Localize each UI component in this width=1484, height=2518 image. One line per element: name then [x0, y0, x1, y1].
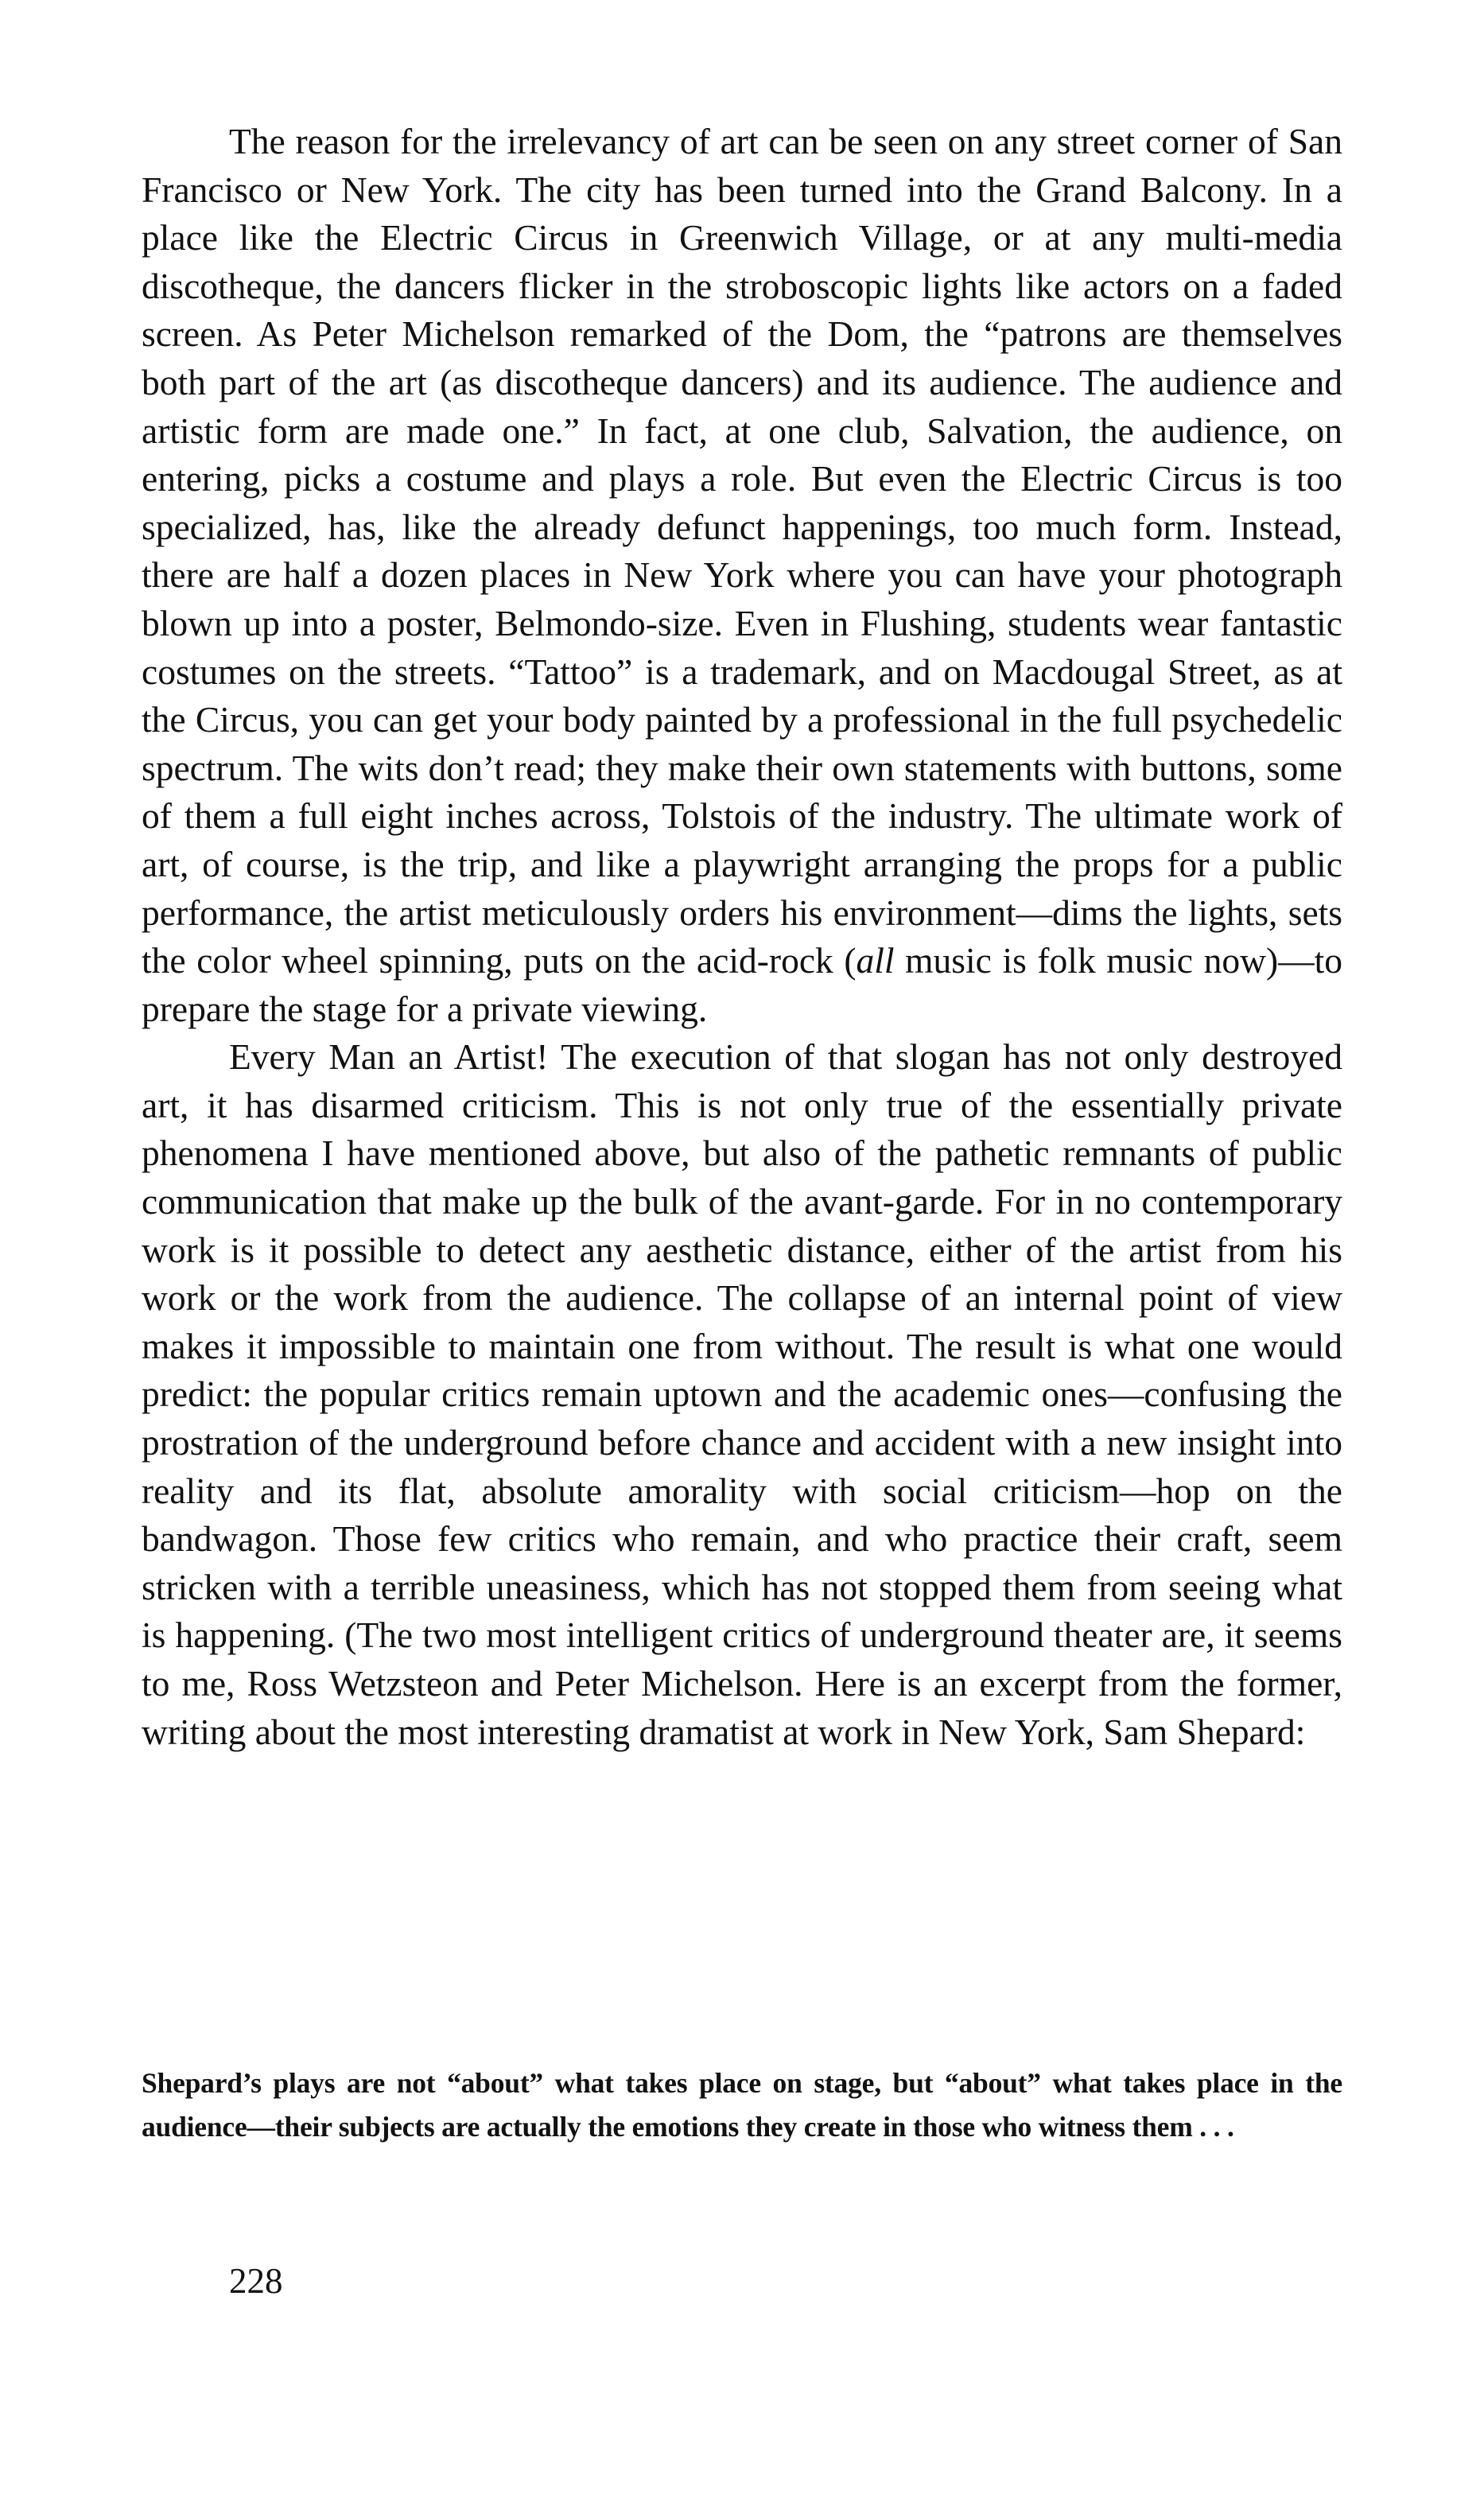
- paragraph-1-text: The reason for the irrelevancy of art can be seen on any street corner of San Francisco or New York. The city has been turned into the Grand Balcony. In a place like the Electric Circus in Greenwich Village, or at any multi-media discotheque, the dancers flicker in the stroboscopic lights like actors on a faded screen. As Peter Michelson remarked of the Dom, the “patrons are themselves both part of the art (as discotheque dancers) and its audience. The audience and artistic form are made one.” In fact, at one club, Salvation, the audience, on entering, picks a costume and plays a role. But even the Electric Circus is too specialized, has, like the already defunct happenings, too much form. Instead, there are half a dozen places in New York where you can have your photograph blown up into a poster, Belmondo-size. Even in Flushing, students wear fantastic costumes on the streets. “Tattoo” is a trademark, and on Macdougal Street, as at the Circus, you can get your body painted by a professional in the full psychedelic spectrum. The wits don’t read; they make their own statements with buttons, some of them a full eight inches across, Tolstois of the industry. The ultimate work of art, of course, is the trip, and like a playwright arranging the props for a public performance, the artist meticulously orders his environment—dims the lights, sets the color wheel spinning, puts on the acid-rock (: [142, 121, 1342, 981]
- page-number: 228: [229, 2261, 283, 2301]
- paragraph-1: [142, 118, 1342, 1033]
- block-quote: Shepard’s plays are not “about” what takes place on stage, but “about” what takes place in the audience—their subjects are actually the emotions they create in those who witness them . . .: [142, 2067, 1342, 2143]
- paragraph-2: [142, 1033, 1342, 1756]
- paragraph-1-italic: all: [856, 940, 895, 981]
- paragraph-2-text: Every Man an Artist! The execution of that slogan has not only destroyed art, it has disarmed criticism. This is not only true of the essentially private phenomena I have mentioned above, but also of the pathetic remnants of public communication that make up the bulk of the avant-garde. For in no contemporary work is it possible to detect any aesthetic distance, either of the artist from his work or the work from the audience. The collapse of an internal point of view makes it impossible to maintain one from without. The result is what one would predict: the popular critics remain uptown and the academic ones—confusing the prostration of the underground before chance and accident with a new insight into reality and its flat, absolute amorality with social criticism—hop on the bandwagon. Those few critics who remain, and who practice their craft, seem stricken with a terrible uneasiness, which has not stopped them from seeing what is happening. (The two most intelligent critics of underground theater are, it seems to me, Ross Wetzsteon and Peter Michelson. Here is an excerpt from the former, writing about the most interesting dramatist at work in New York, Sam Shepard:: [142, 1036, 1342, 1752]
- page-body: [142, 118, 1342, 1756]
- paragraph-1-end: music is folk music now)—to prepare the stage for a private viewing.: [142, 940, 1342, 1029]
